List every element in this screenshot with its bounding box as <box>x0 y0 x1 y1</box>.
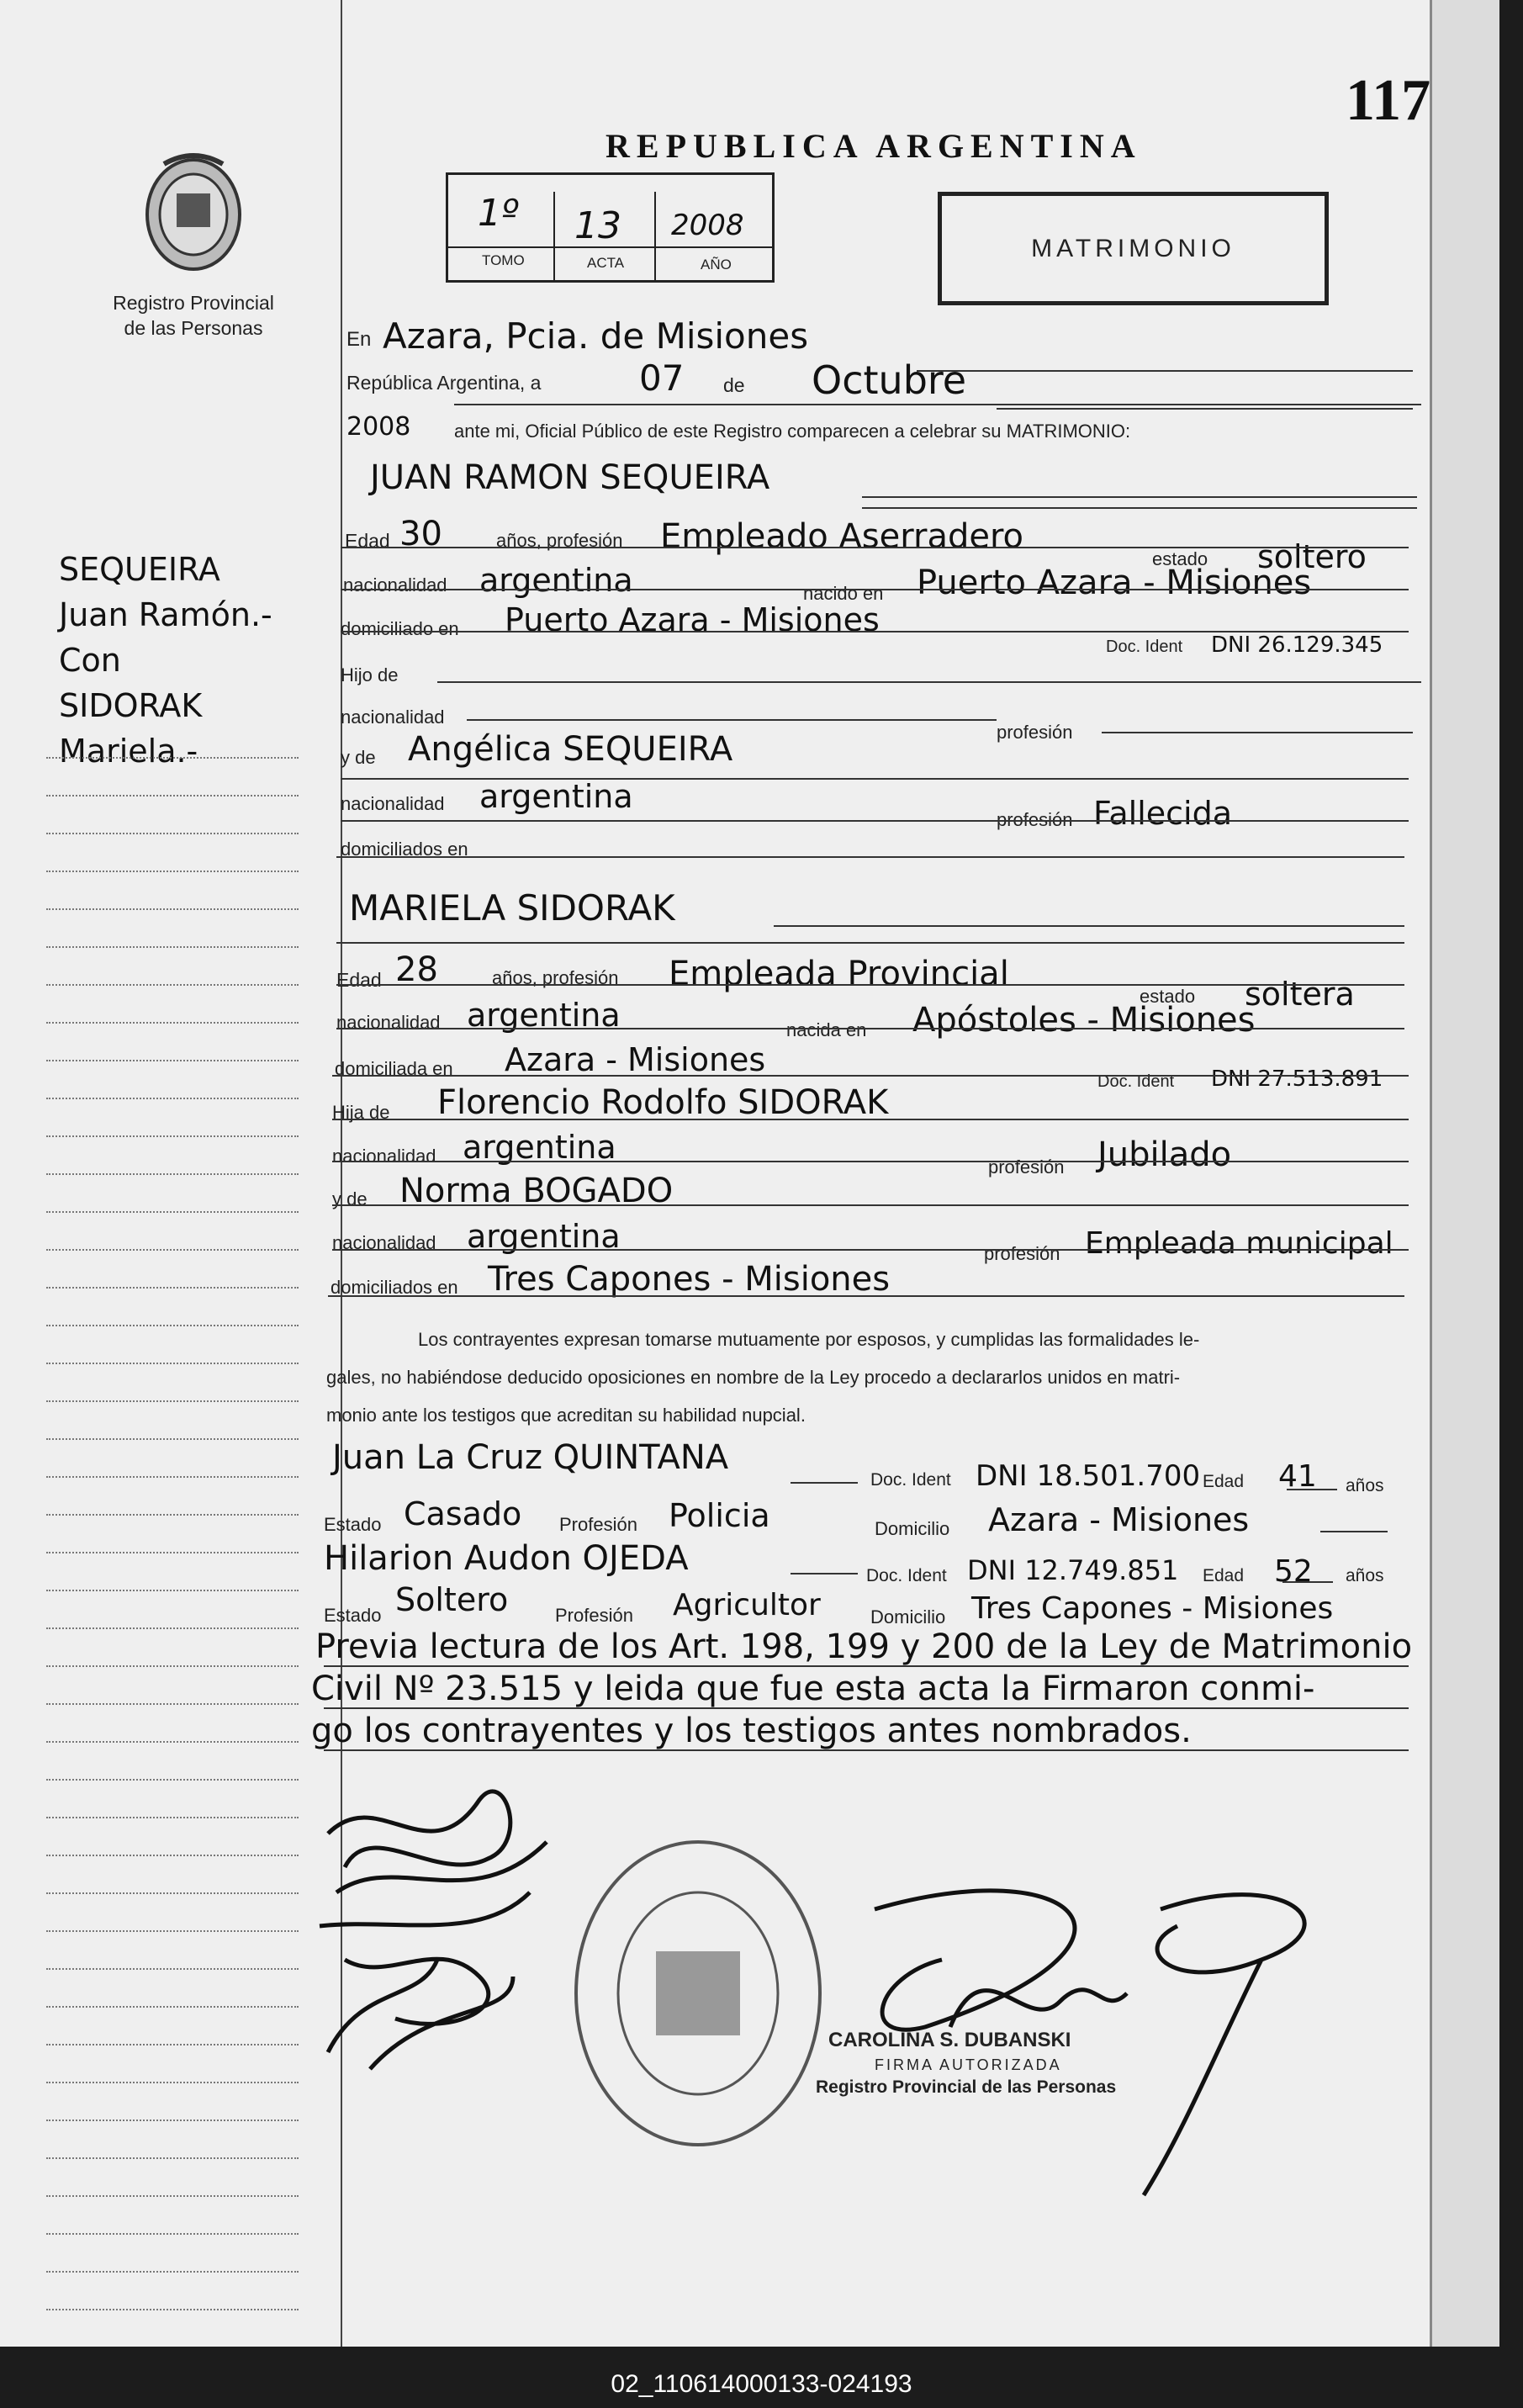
bride-status: soltera <box>1245 976 1355 1013</box>
bride-birthplace: Apóstoles - Misiones <box>912 1001 1256 1040</box>
intro-text: ante mi, Oficial Público de este Registro comparecen a celebrar su MATRIMONIO: <box>454 421 1131 442</box>
acta-label: ACTA <box>587 255 625 271</box>
label: nacionalidad <box>341 707 445 728</box>
margin-note <box>59 547 272 774</box>
margin-line <box>46 2082 299 2083</box>
record-acta: 13 <box>574 204 621 247</box>
label: profesión <box>997 809 1073 830</box>
label: Domicilio <box>870 1606 946 1627</box>
margin-line <box>46 1476 299 1478</box>
form-line <box>997 408 1413 410</box>
form-line <box>324 1665 1409 1667</box>
label: domiciliada en <box>335 1058 453 1079</box>
label: nacionalidad <box>332 1232 436 1253</box>
registry-line1: Registro Provincial <box>113 292 274 314</box>
form-line <box>336 1028 1404 1029</box>
form-line <box>454 404 1421 405</box>
groom-domicile: Puerto Azara - Misiones <box>505 601 880 638</box>
margin-line <box>46 2120 299 2121</box>
form-line <box>332 1161 1409 1162</box>
bride-age: 28 <box>395 950 438 989</box>
anio-label: AÑO <box>701 257 732 273</box>
margin-line <box>46 2044 299 2045</box>
witness1-age: 41 <box>1278 1459 1317 1494</box>
margin-line <box>46 1817 299 1818</box>
margin-line <box>46 1287 299 1289</box>
margin-line <box>46 908 299 910</box>
label: Estado <box>324 1514 382 1535</box>
margin-line <box>46 1438 299 1440</box>
label: Doc. Ident <box>1097 1072 1175 1091</box>
margin-line <box>46 1779 299 1781</box>
margin-line <box>46 1249 299 1251</box>
witness1-doc: DNI 18.501.700 <box>976 1459 1201 1493</box>
bride-name: MARIELA SIDORAK <box>349 887 675 929</box>
form-line <box>1102 732 1413 733</box>
label: años, profesión <box>496 530 623 551</box>
margin-note-line: Mariela.- <box>59 733 198 770</box>
margin-line <box>46 1400 299 1402</box>
label: nacida en <box>786 1019 867 1040</box>
form-line <box>1287 1489 1337 1490</box>
margin-line <box>46 1968 299 1970</box>
registry-label <box>93 290 294 341</box>
act-type-box: MATRIMONIO <box>938 192 1329 305</box>
margin-line <box>46 1325 299 1326</box>
form-line <box>332 1204 1409 1206</box>
form-line <box>332 1075 1409 1077</box>
rep-label: República Argentina, a <box>346 372 542 394</box>
margin-line <box>46 1741 299 1743</box>
form-line <box>341 820 1409 822</box>
place: Azara, Pcia. de Misiones <box>383 315 809 357</box>
margin-line <box>46 1363 299 1364</box>
label: profesión <box>988 1156 1065 1178</box>
witness2-age: 52 <box>1274 1554 1313 1589</box>
label: Edad <box>336 969 382 991</box>
label: nacionalidad <box>332 1146 436 1167</box>
margin-note-line: Con <box>59 642 121 679</box>
margin-line <box>46 1590 299 1591</box>
witness1-name: Juan La Cruz QUINTANA <box>332 1438 729 1477</box>
margin-line <box>46 795 299 796</box>
year: 2008 <box>346 412 411 442</box>
margin-note-line: Juan Ramón.- <box>59 596 272 633</box>
registry-line2: de las Personas <box>124 317 263 339</box>
form-line <box>341 547 1409 548</box>
label: Doc. Ident <box>1106 638 1183 656</box>
margin-line <box>46 1135 299 1137</box>
closing-line: Civil Nº 23.515 y leida que fue esta acta la Firmaron conmi- <box>311 1670 1315 1708</box>
form-line <box>862 496 1417 498</box>
record-tomo: 1º <box>478 192 519 235</box>
bride-father-profession: Jubilado <box>1097 1135 1232 1174</box>
bride-parents-domicile: Tres Capones - Misiones <box>488 1260 891 1299</box>
label: profesión <box>984 1243 1060 1264</box>
form-line <box>332 1119 1409 1120</box>
month: Octubre <box>812 357 967 403</box>
margin-line <box>46 1211 299 1213</box>
groom-mother: Angélica SEQUEIRA <box>408 730 733 769</box>
coat-of-arms-icon <box>139 147 248 273</box>
witness1-profession: Policia <box>669 1497 770 1534</box>
witness2-doc: DNI 12.749.851 <box>967 1554 1179 1586</box>
record-box <box>446 172 775 283</box>
groom-doc: DNI 26.129.345 <box>1211 632 1383 658</box>
label: Doc. Ident <box>870 1470 951 1490</box>
margin-line <box>46 833 299 834</box>
groom-birthplace: Puerto Azara - Misiones <box>917 564 1312 602</box>
form-line <box>437 681 1421 683</box>
form-line <box>1282 1581 1333 1583</box>
margin-line <box>46 2309 299 2310</box>
record-anio: 2008 <box>671 209 744 242</box>
margin-line <box>46 1552 299 1553</box>
officer-name: CAROLINA S. DUBANSKI <box>828 2029 1071 2051</box>
label: nacionalidad <box>336 1012 441 1033</box>
margin-line <box>46 2195 299 2197</box>
registry-seal-stamp <box>572 1834 824 2153</box>
form-line <box>336 856 1404 858</box>
bride-father: Florencio Rodolfo SIDORAK <box>437 1083 889 1122</box>
form-line <box>791 1573 858 1574</box>
margin-line <box>46 2157 299 2159</box>
groom-name: JUAN RAMON SEQUEIRA <box>370 458 770 497</box>
margin-line <box>46 1627 299 1629</box>
label: Hijo de <box>341 664 399 685</box>
witness1-domicile: Azara - Misiones <box>988 1501 1250 1538</box>
form-line <box>774 925 1404 927</box>
tomo-label: TOMO <box>482 252 525 268</box>
margin-note-line: SEQUEIRA <box>59 551 220 588</box>
label: Profesión <box>555 1605 633 1626</box>
label: nacionalidad <box>341 793 445 814</box>
bride-domicile: Azara - Misiones <box>505 1041 766 1078</box>
label: Estado <box>324 1605 382 1626</box>
label: domiciliados en <box>341 839 468 860</box>
witness2-name: Hilarion Audon OJEDA <box>324 1539 689 1578</box>
label: Domicilio <box>875 1518 950 1539</box>
witness1-status: Casado <box>404 1495 522 1532</box>
witness-signatures <box>294 1766 563 2103</box>
footer-id: 02_110614000133-024193 <box>611 2370 912 2398</box>
margin-line <box>46 1098 299 1099</box>
margin-line <box>46 757 299 759</box>
bride-mother: Norma BOGADO <box>399 1172 674 1210</box>
label: domiciliados en <box>331 1277 458 1298</box>
form-line <box>336 942 1404 944</box>
groom-status: soltero <box>1257 538 1367 575</box>
declaration-line: Los contrayentes expresan tomarse mutuamente por esposos, y cumplidas las formalidades le- <box>418 1329 1200 1350</box>
groom-profession: Empleado Aserradero <box>660 517 1023 556</box>
margin-line <box>46 1514 299 1516</box>
margin-line <box>46 1892 299 1894</box>
label: Profesión <box>559 1514 637 1535</box>
form-line <box>341 589 1409 590</box>
witness2-status: Soltero <box>395 1581 509 1618</box>
form-line <box>324 1749 1409 1751</box>
closing-line: Previa lectura de los Art. 198, 199 y 200 de la Ley de Matrimonio <box>315 1627 1413 1666</box>
label: estado <box>1140 986 1196 1007</box>
margin-note-line: SIDORAK <box>59 687 203 724</box>
form-line <box>332 1249 1409 1251</box>
margin-line <box>46 1855 299 1856</box>
form-line <box>324 1707 1409 1709</box>
margin-line <box>46 1173 299 1175</box>
witness2-domicile: Tres Capones - Misiones <box>971 1591 1334 1626</box>
page-edge <box>1430 0 1499 2347</box>
witness2-profession: Agricultor <box>673 1588 821 1622</box>
margin-line <box>46 2233 299 2235</box>
groom-age: 30 <box>399 515 442 553</box>
label: nacido en <box>803 583 884 604</box>
margin-line <box>46 1060 299 1061</box>
bride-father-nationality: argentina <box>463 1129 616 1166</box>
form-line <box>341 778 1409 780</box>
bride-nationality: argentina <box>467 997 621 1034</box>
bride-mother-profession: Empleada municipal <box>1085 1226 1393 1261</box>
groom-mother-profession: Fallecida <box>1093 795 1233 832</box>
bride-profession: Empleada Provincial <box>669 955 1009 993</box>
margin-line <box>46 1022 299 1024</box>
margin-line <box>46 1703 299 1705</box>
label: domiciliado en <box>341 618 459 639</box>
page-number: 117 <box>1346 68 1431 133</box>
label: años <box>1346 1566 1384 1585</box>
label: años <box>1346 1476 1384 1495</box>
margin-line <box>46 1665 299 1667</box>
officer-org: Registro Provincial de las Personas <box>816 2077 1117 2097</box>
label: Edad <box>1203 1566 1245 1585</box>
bride-doc: DNI 27.513.891 <box>1211 1066 1383 1092</box>
closing-line: go los contrayentes y los testigos antes nombrados. <box>311 1712 1192 1750</box>
margin-line <box>46 1930 299 1932</box>
form-line <box>1320 1531 1388 1532</box>
form-line <box>467 719 997 721</box>
label: y de <box>341 747 376 768</box>
form-line <box>341 631 1409 632</box>
day: 07 <box>639 357 685 399</box>
label: nacionalidad <box>343 574 447 595</box>
declaration-line: gales, no habiéndose deducido oposiciones en nombre de la Ley procedo a declararlos unidos en matri- <box>326 1367 1181 1388</box>
margin-line <box>46 2271 299 2273</box>
bride-mother-nationality: argentina <box>467 1218 621 1255</box>
label: Edad <box>1203 1472 1245 1491</box>
margin-line <box>46 946 299 948</box>
label: y de <box>332 1188 368 1209</box>
form-line <box>791 1482 858 1484</box>
form-line <box>328 1295 1404 1297</box>
margin-line <box>46 984 299 986</box>
form-line <box>862 507 1417 509</box>
country-title: REPUBLICA ARGENTINA <box>605 127 1142 165</box>
label: profesión <box>997 722 1073 743</box>
form-line <box>336 984 1404 986</box>
de-label: de <box>723 374 745 396</box>
label: Edad <box>345 530 390 552</box>
label: años, profesión <box>492 967 619 988</box>
en-label: En <box>346 328 372 351</box>
form-line <box>917 370 1413 372</box>
label: Hija de <box>332 1102 390 1123</box>
groom-nationality: argentina <box>479 562 633 599</box>
label: estado <box>1152 548 1208 569</box>
officer-title: FIRMA AUTORIZADA <box>875 2056 1062 2073</box>
declaration-line: monio ante los testigos que acreditan su habilidad nupcial. <box>326 1405 806 1426</box>
left-margin-column <box>0 0 342 2347</box>
margin-line <box>46 2006 299 2008</box>
groom-mother-nationality: argentina <box>479 778 633 815</box>
label: Doc. Ident <box>866 1566 947 1585</box>
margin-line <box>46 871 299 872</box>
